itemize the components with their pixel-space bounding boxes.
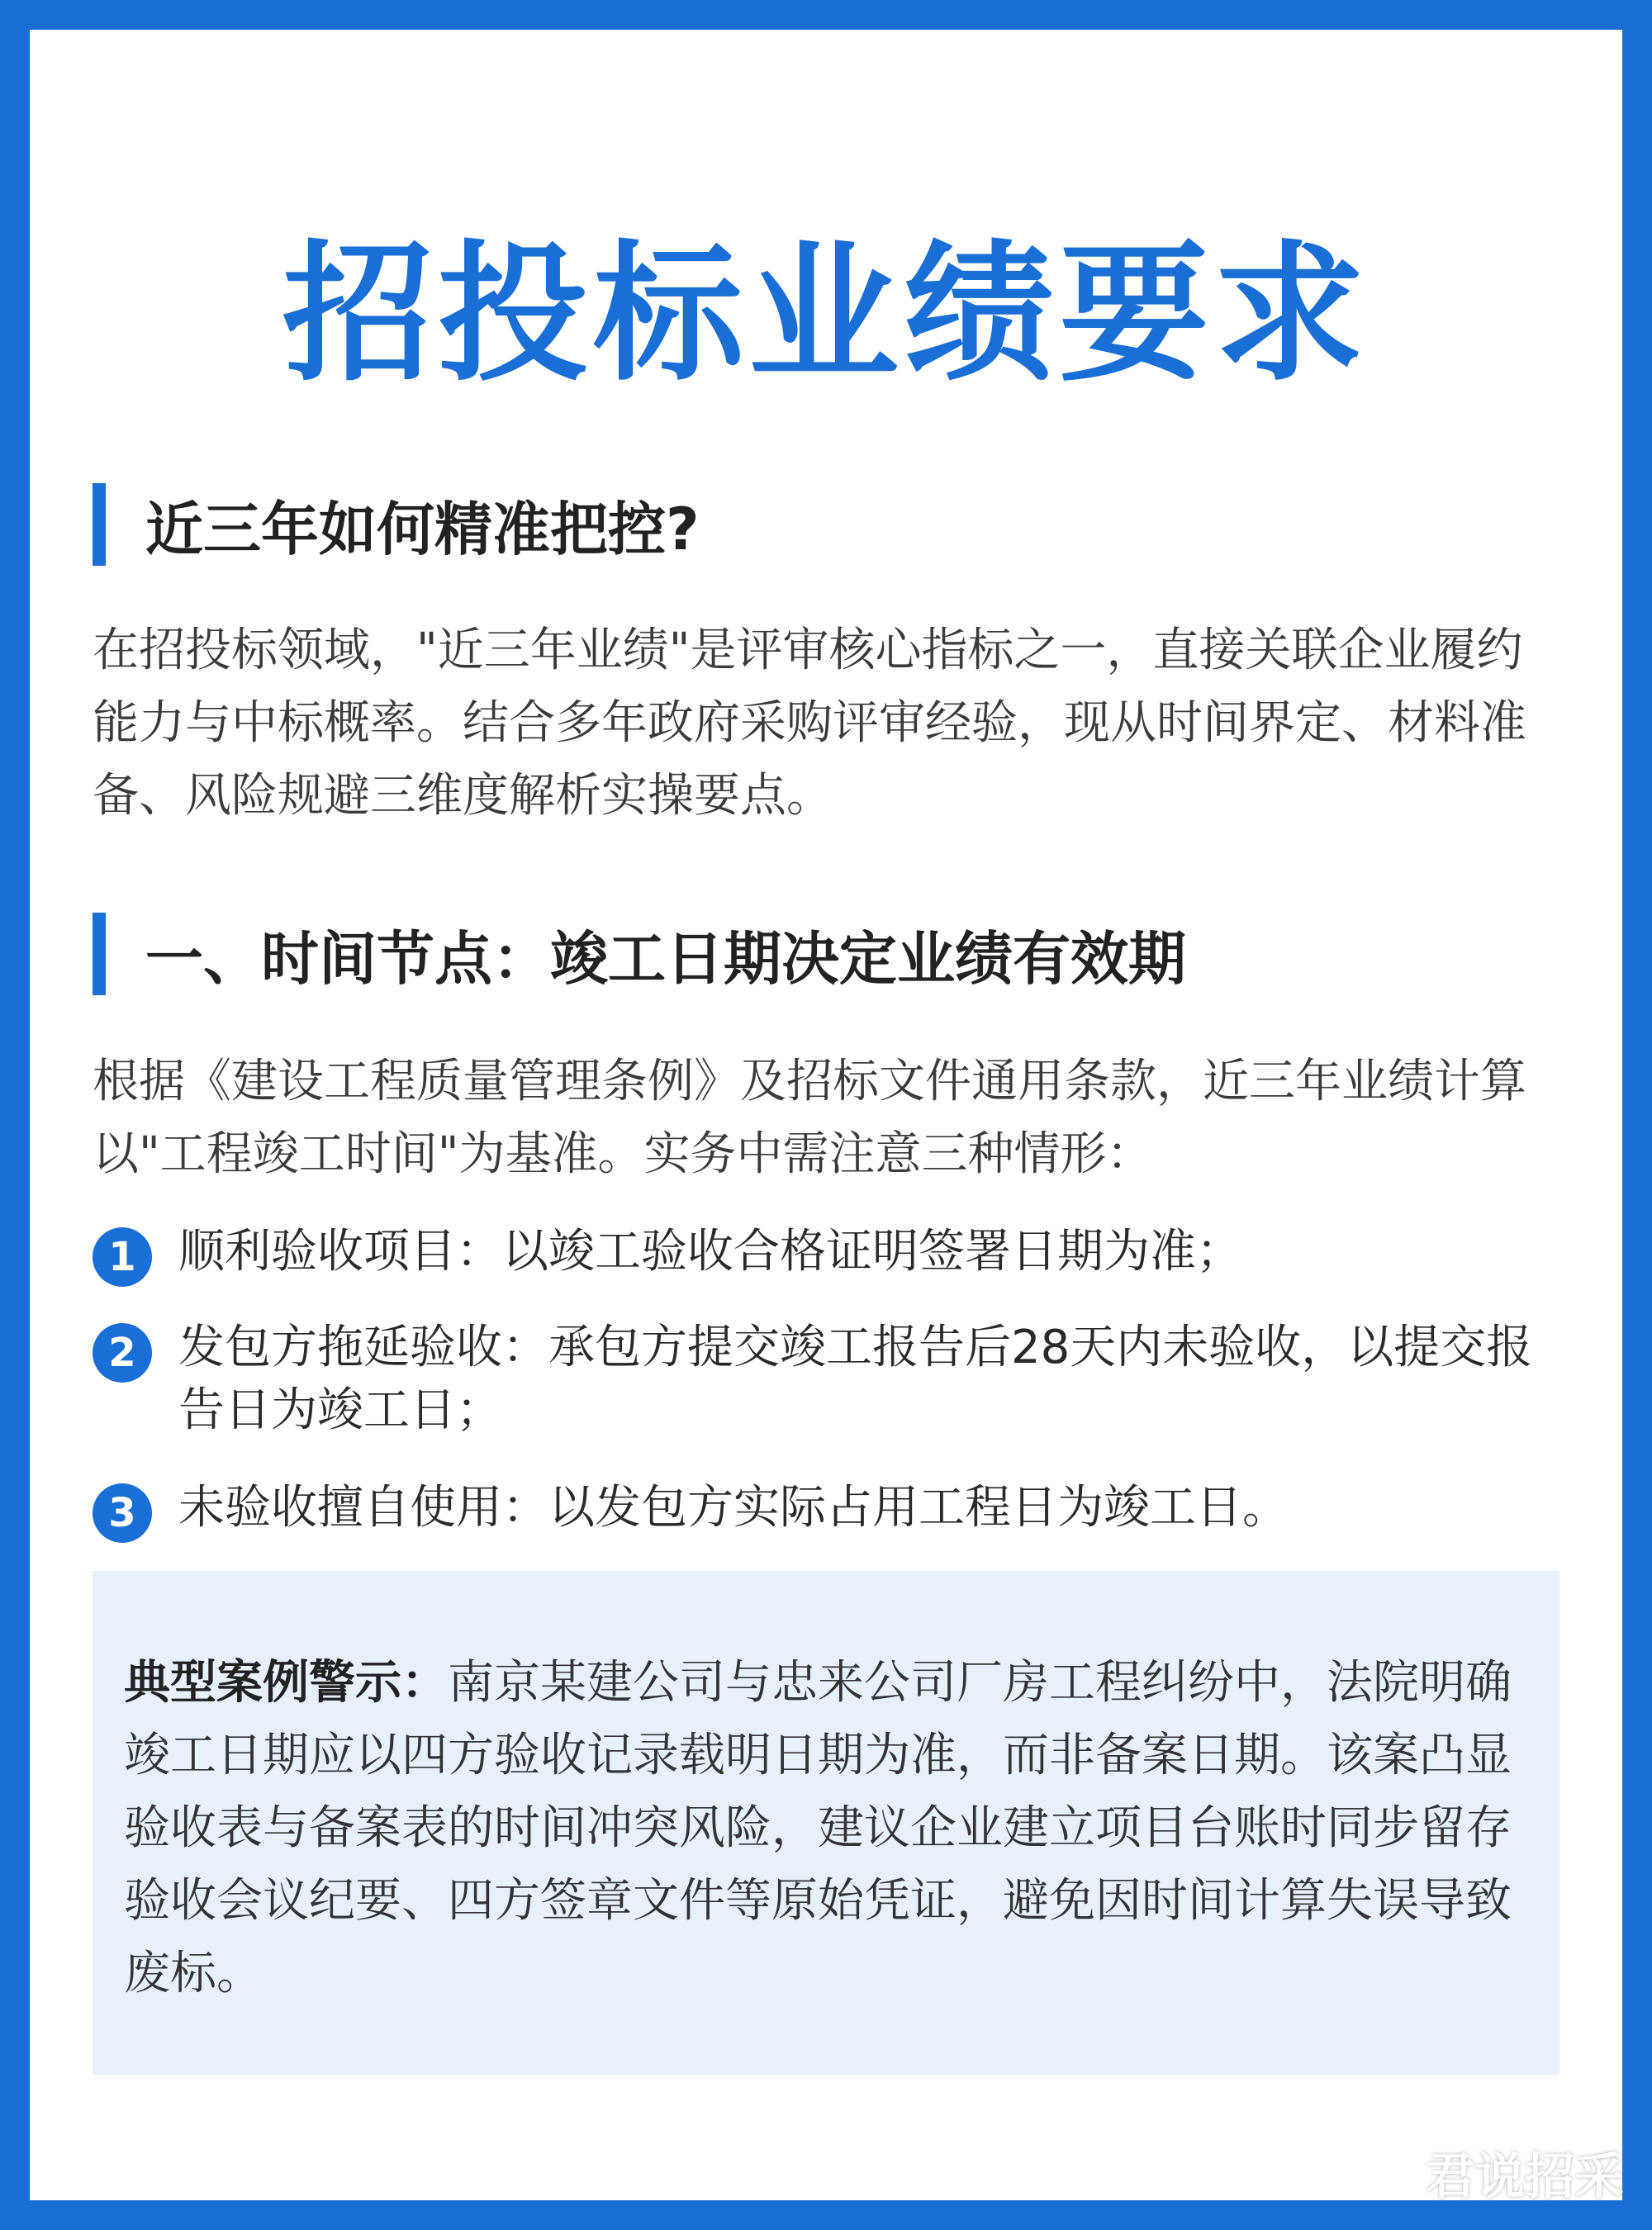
list-item	[93, 1221, 1563, 1287]
section-heading-time-node	[93, 913, 1186, 995]
watermark-logo-text: 君说招采	[1426, 2148, 1624, 2206]
section-heading-intro	[93, 483, 700, 566]
list-item-text: 顺利验收项目：以竣工验收合格证明签署日期为准；	[178, 1225, 1242, 1279]
page-title: 招投标业绩要求	[282, 226, 1370, 401]
heading-accent-bar	[93, 913, 106, 995]
list-item	[93, 1317, 1563, 1442]
time-node-paragraph: 根据《建设工程质量管理条例》及招标文件通用条款，近三年业绩计算以"工程竣工时间"为基准。实务中需注意三种情形：	[93, 1055, 1526, 1181]
list-item-text: 发包方拖延验收：承包方提交竣工报告后28天内未验收，以提交报告日为竣工日；	[178, 1321, 1533, 1437]
section-heading-text: 近三年如何精准把控?	[145, 495, 700, 563]
case-body: 南京某建公司与忠来公司厂房工程纠纷中，法院明确竣工日期应以四方验收记录载明日期为准，而非备案日期。该案凸显验收表与备案表的时间冲突风险，建议企业建立项目台账时同步留存验收会议纪要、四方签章文件等原始凭证，避免因时间计算失误导致废标。	[124, 1656, 1512, 2000]
case-label: 典型案例警示：	[124, 1656, 448, 1710]
number-badge: 3	[93, 1483, 152, 1543]
number-badge: 1	[93, 1227, 152, 1287]
intro-paragraph: 在招投标领域，"近三年业绩"是评审核心指标之一，直接关联企业履约能力与中标概率。结合多年政府采购评审经验，现从时间界定、材料准备、风险规避三维度解析实操要点。	[93, 624, 1526, 823]
number-badge: 2	[93, 1323, 152, 1383]
case-callout-text	[124, 1647, 1536, 2010]
list-item-text: 未验收擅自使用：以发包方实际占用工程日为竣工日。	[178, 1481, 1289, 1535]
section-heading-text: 一、时间节点：竣工日期决定业绩有效期	[145, 924, 1186, 993]
heading-accent-bar	[93, 483, 106, 566]
list-item	[93, 1477, 1563, 1543]
